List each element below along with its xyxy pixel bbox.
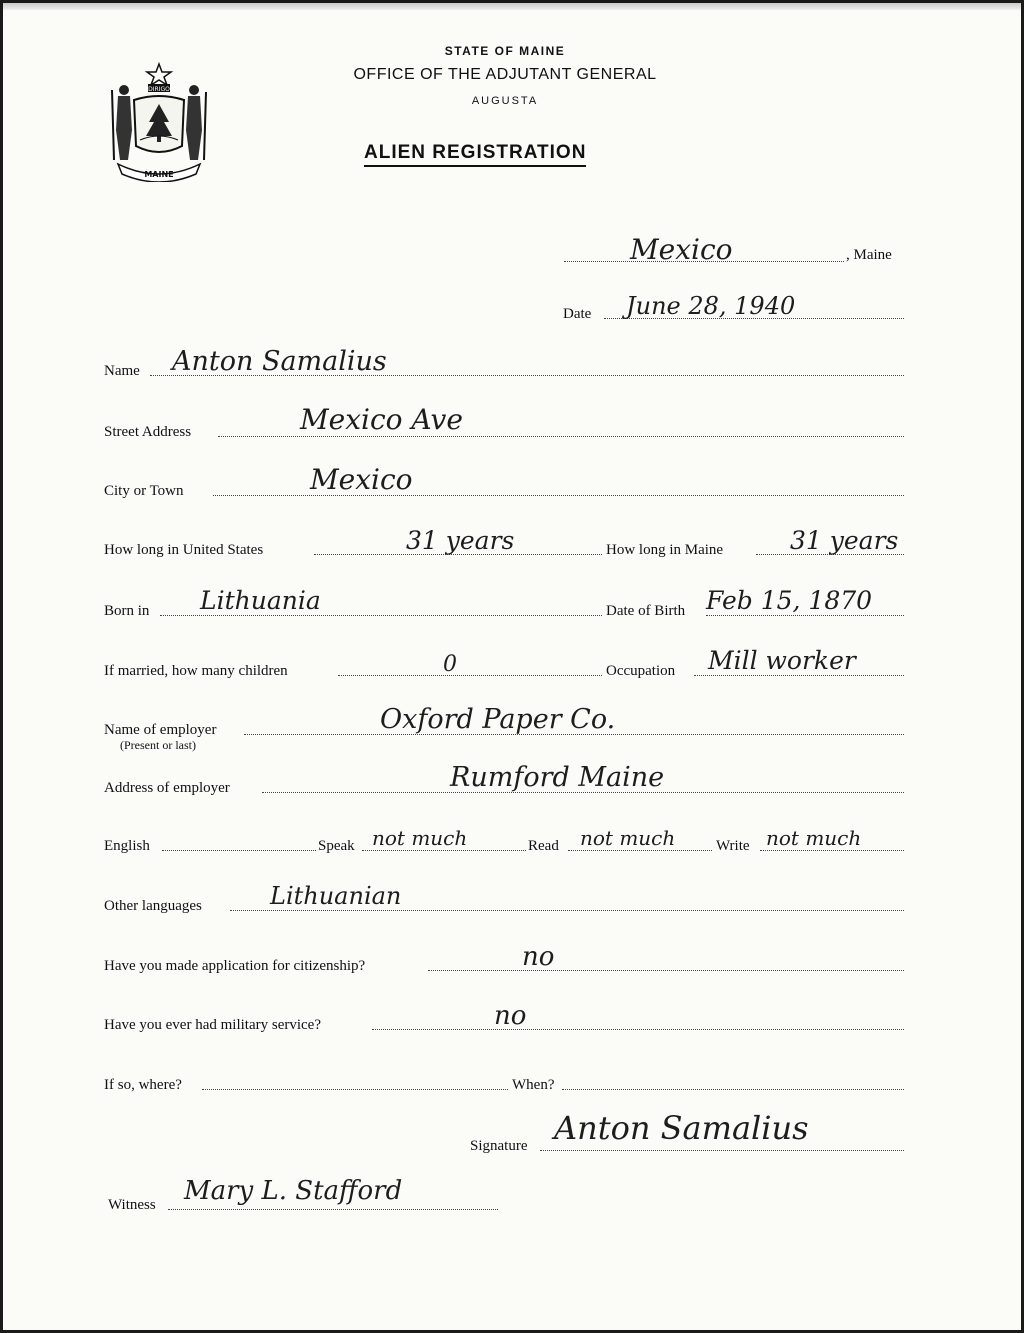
employer-sublabel: (Present or last)	[120, 738, 196, 752]
street-label: Street Address	[104, 424, 192, 440]
street-line	[218, 436, 904, 437]
us-duration-value: 31 years	[406, 526, 515, 555]
occupation-line	[694, 675, 904, 676]
write-value: not much	[766, 826, 862, 850]
signature-label: Signature	[470, 1138, 528, 1154]
speak-line	[362, 850, 526, 851]
maine-duration-value: 31 years	[790, 526, 899, 555]
born-value: Lithuania	[200, 586, 321, 615]
children-label: If married, how many children	[104, 663, 288, 679]
witness-value: Mary L. Stafford	[184, 1176, 403, 1206]
read-label: Read	[528, 838, 559, 854]
seal-motto: DIRIGO	[148, 86, 170, 93]
citizenship-value: no	[522, 942, 555, 972]
name-label: Name	[104, 363, 140, 379]
english-line	[162, 850, 316, 851]
occupation-label: Occupation	[606, 663, 676, 679]
other-languages-label: Other languages	[104, 898, 202, 914]
date-label: Date	[563, 306, 592, 322]
when-line	[562, 1089, 904, 1090]
city-label: City or Town	[104, 483, 184, 499]
emp-address-label: Address of employer	[104, 780, 230, 796]
state-suffix-label: , Maine	[846, 247, 892, 263]
when-label: When?	[512, 1077, 555, 1093]
state-heading: STATE OF MAINE	[444, 44, 566, 58]
citizenship-line	[428, 970, 904, 971]
where-label: If so, where?	[104, 1077, 182, 1093]
born-line	[160, 615, 602, 616]
speak-value: not much	[372, 826, 468, 850]
write-label: Write	[716, 838, 750, 854]
born-label: Born in	[104, 603, 150, 619]
city-heading: AUGUSTA	[471, 95, 539, 107]
name-value: Anton Samalius	[172, 346, 387, 377]
other-languages-value: Lithuanian	[270, 882, 402, 910]
read-line	[568, 850, 712, 851]
emp-address-value: Rumford Maine	[450, 762, 665, 793]
military-line	[372, 1029, 904, 1030]
town-value: Mexico	[630, 233, 733, 266]
maine-duration-label: How long in Maine	[606, 542, 724, 558]
seal-ribbon-label: MAINE	[144, 170, 174, 179]
english-label: English	[104, 838, 150, 854]
military-value: no	[494, 1001, 527, 1031]
city-value: Mexico	[310, 463, 413, 496]
form-title: ALIEN REGISTRATION	[364, 142, 586, 167]
witness-line	[168, 1209, 498, 1210]
read-value: not much	[580, 826, 676, 850]
date-value: June 28, 1940	[626, 292, 796, 320]
us-duration-label: How long in United States	[104, 542, 264, 558]
signature-value: Anton Samalius	[554, 1109, 809, 1147]
speak-label: Speak	[318, 838, 355, 854]
street-value: Mexico Ave	[300, 403, 463, 436]
children-value: 0	[443, 652, 457, 677]
dob-label: Date of Birth	[606, 603, 686, 619]
employer-value: Oxford Paper Co.	[380, 704, 616, 735]
maine-state-seal	[104, 60, 214, 182]
where-line	[202, 1089, 508, 1090]
dob-value: Feb 15, 1870	[706, 586, 873, 615]
children-line	[338, 675, 602, 676]
occupation-value: Mill worker	[708, 646, 856, 675]
write-line	[760, 850, 904, 851]
employer-label: Name of employer	[104, 722, 217, 738]
office-heading: OFFICE OF THE ADJUTANT GENERAL	[353, 66, 657, 83]
signature-line	[540, 1150, 904, 1151]
military-label: Have you ever had military service?	[104, 1017, 321, 1033]
other-languages-line	[230, 910, 904, 911]
citizenship-label: Have you made application for citizenship?	[104, 958, 366, 974]
dob-line	[706, 615, 904, 616]
witness-label: Witness	[108, 1197, 156, 1213]
